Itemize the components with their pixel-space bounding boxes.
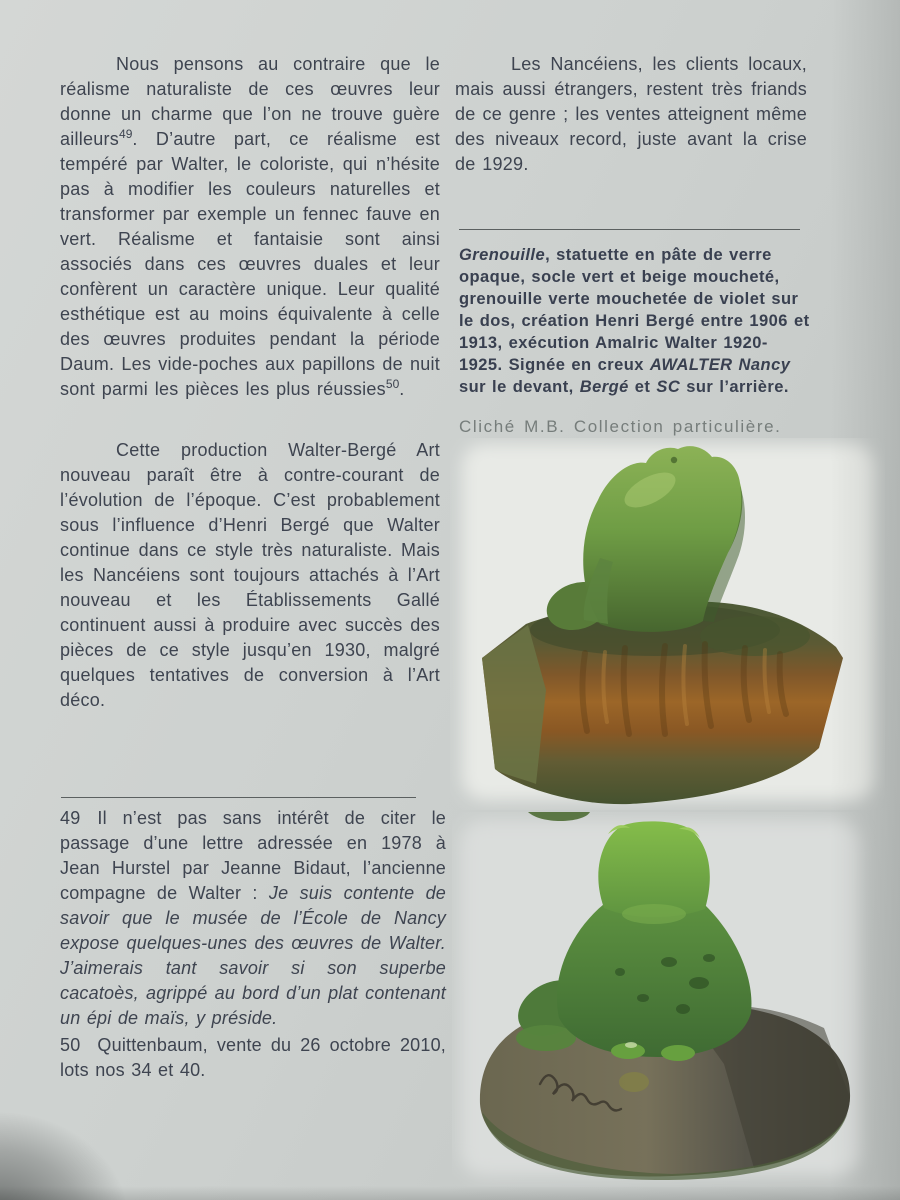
signature-awalter: AWALTER Nancy bbox=[649, 356, 791, 374]
paragraph-text: . D’autre part, ce réalisme est tempéré par Walter, le coloriste, qui n’hésite pas à modifier les couleurs naturelles et transformer par exemple un fennec fauve en vert. Réalisme et fantaisie sont ainsi associés dans ces œuvres duales et leur confèrent un caractère unique. Leur qualité esthétique est au moins équivalente à celle des œuvres produites pendant la période Daum. Les vide-poches aux papillons de nuit sont parmi les pièces les plus réussies bbox=[60, 129, 440, 399]
footnote-ref-50: 50 bbox=[385, 377, 400, 391]
page-edge-shading bbox=[830, 0, 900, 1200]
caption-text: , statuette en pâte de verre opaque, socle vert et beige moucheté, grenouille verte mouchetée de violet sur le dos, création Henri Bergé entre 1906 et 1913, exécution Amalric Walter 1920-1925. Signée en creux bbox=[459, 246, 810, 374]
frog-chin-highlight bbox=[622, 904, 686, 924]
photo1-base-fragment bbox=[528, 812, 590, 821]
paragraph-nanceiens: Les Nancéiens, les clients locaux, mais aussi étrangers, restent très friands de ce genre ; les ventes atteignent même des niveaux record, juste avant la crise de 1929. bbox=[455, 54, 807, 174]
signature-berge: Bergé bbox=[579, 378, 629, 396]
paragraph-production: Cette production Walter-Bergé Art nouveau paraît être à contre-courant de l’évolution de l’époque. C’est probablement sous l’influence d’Henri Bergé que Walter continue dans ce style très naturaliste. Mais les Nancéiens sont toujours attachés à l’Art nouveau et les Établissements Gallé continuent aussi à produire avec succès des pièces de ce style jusqu’en 1930, malgré quelques tentatives de conversion à l’Art déco. bbox=[60, 440, 440, 710]
footnote-quote-italic: Je suis contente de savoir que le musée de l’École de Nancy expose quelques-unes des œuvres de Walter. J’aimerais tant savoir si son superbe cacatoès, agrippé au bord d’un plat contenant un épi de maïs, y préside. bbox=[60, 883, 446, 1028]
footnote-number: 50 bbox=[60, 1035, 81, 1055]
caption-text: sur le devant, bbox=[459, 378, 580, 396]
signature-sc: SC bbox=[656, 378, 681, 396]
footnote-49 bbox=[60, 806, 446, 1031]
caption-divider bbox=[459, 229, 800, 230]
footnote-50 bbox=[60, 1033, 446, 1083]
frog-front-foot-right bbox=[661, 1045, 695, 1061]
footnote-number: 49 bbox=[60, 808, 81, 828]
footnote-ref-49: 49 bbox=[119, 127, 133, 141]
paragraph-realisme bbox=[60, 52, 440, 402]
paragraph-text: . bbox=[399, 379, 405, 399]
footnote-divider bbox=[61, 797, 416, 798]
frog-eye-spot bbox=[671, 457, 677, 463]
frog-statuette-front-view-photo bbox=[452, 812, 877, 1187]
footnote-text: Quittenbaum, vente du 26 octobre 2010, lots nos 34 et 40. bbox=[60, 1035, 446, 1080]
page-bottom-shading bbox=[0, 1186, 900, 1200]
photo-caption bbox=[459, 244, 811, 398]
frog-body bbox=[557, 904, 752, 1057]
frog-head bbox=[598, 821, 709, 917]
caption-text: sur l’arrière. bbox=[680, 378, 789, 396]
caption-text: et bbox=[628, 378, 657, 396]
foot-highlight bbox=[625, 1042, 637, 1048]
photo-credit: Cliché M.B. Collection particulière. bbox=[459, 417, 782, 436]
footnote-text: Il n’est pas sans intérêt de citer le passage d’une lettre adressée en 1978 à Jean Hurstel par Jeanne Bidaut, l’ancienne compagne de Walter : bbox=[60, 808, 446, 903]
base-yellow-spot bbox=[619, 1072, 649, 1092]
paragraph-text: Nous pensons au contraire que le réalisme naturaliste de ces œuvres leur donne un charme que l’on ne trouve guère ailleurs bbox=[60, 54, 440, 149]
base-top-moss bbox=[700, 616, 810, 656]
page-corner-shadow bbox=[0, 1110, 130, 1200]
frog-statuette-back-view-photo bbox=[450, 438, 885, 810]
artwork-title: Grenouille bbox=[459, 246, 546, 264]
